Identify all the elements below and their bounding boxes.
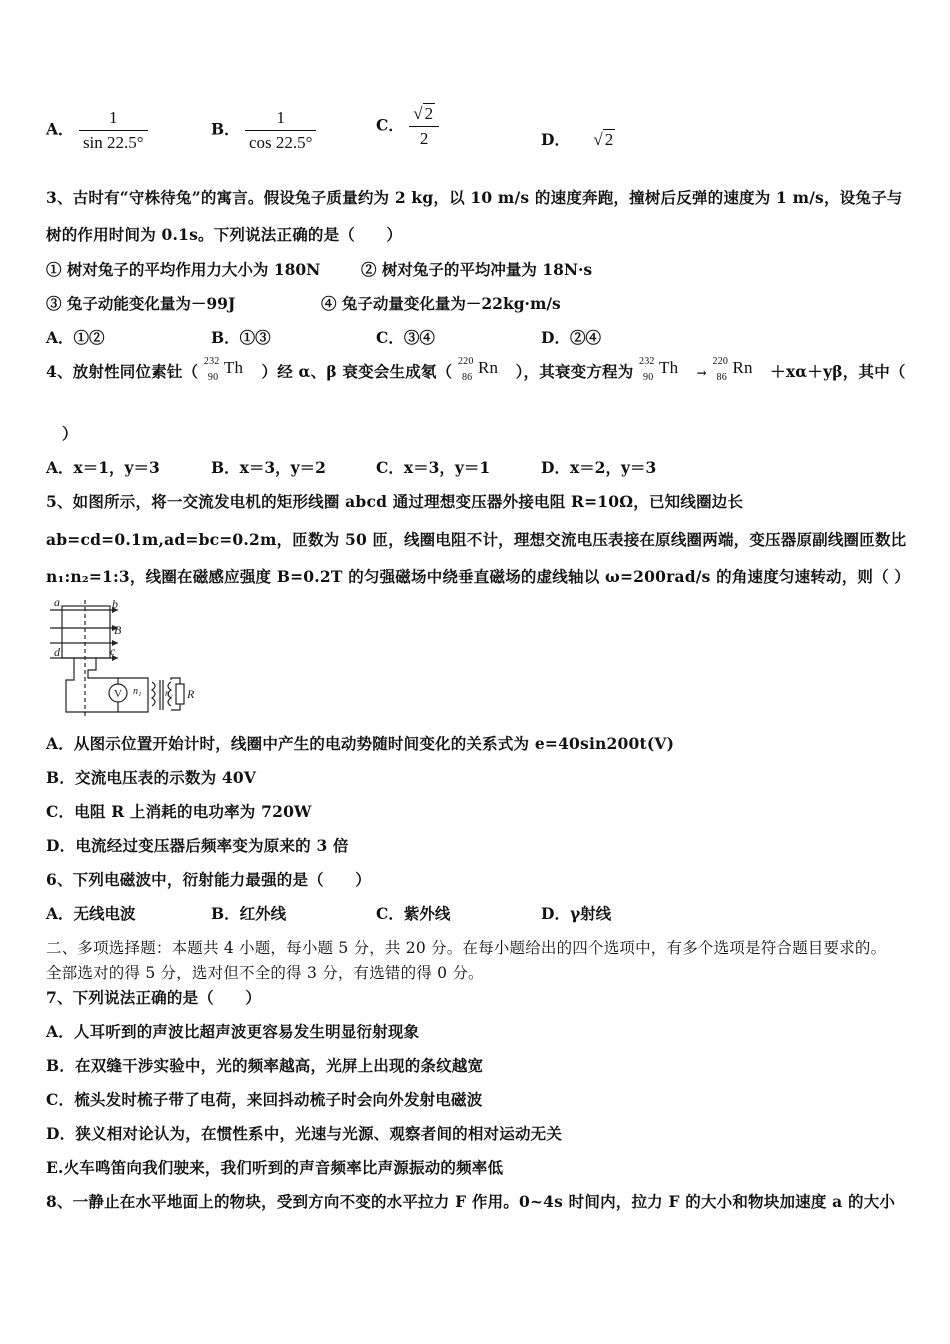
q5-option-a: A．从图示位置开始计时，线圈中产生的电动势随时间变化的关系式为 e=40sin200t(V) bbox=[46, 734, 675, 753]
rn-isotope-1: 220 86 Rn bbox=[457, 356, 499, 383]
q2-option-d: D． √ 2 bbox=[541, 130, 614, 149]
q2-b-den: cos 22.5° bbox=[245, 130, 316, 153]
q6-option-c: C．紫外线 bbox=[376, 904, 451, 923]
q4-part2: ）经 α、β 衰变会生成氡（ bbox=[261, 362, 453, 381]
q3-statement-4: ④ 兔子动量变化量为－22kg·m/s bbox=[321, 294, 561, 313]
q2-c-fraction: $\frac{√ 2}{2}$ bbox=[409, 104, 439, 149]
q2-a-fraction bbox=[79, 108, 148, 153]
q5-stem-line2: ab=cd=0.1m,ad=bc=0.2m，匝数为 50 匝，线圈电阻不计，理想交流电压表接在原线圈两端，变压器原副线圈匝数比 bbox=[46, 530, 907, 549]
generator-circuit-figure bbox=[48, 598, 198, 720]
fig-label-a: a bbox=[54, 598, 60, 609]
q2-option-a bbox=[46, 108, 148, 153]
q3-option-d: D．②④ bbox=[541, 328, 601, 347]
q7-option-e: E.火车鸣笛向我们驶来，我们听到的声音频率比声源振动的频率低 bbox=[46, 1158, 504, 1177]
q3-option-a: A．①② bbox=[46, 328, 105, 347]
q3-statement-2: ② 树对兔子的平均冲量为 18N·s bbox=[361, 260, 593, 279]
q4-option-b: B．x＝3，y＝2 bbox=[211, 458, 326, 477]
q4-stem bbox=[46, 356, 906, 390]
q4-part4: ＋xα＋yβ，其中（ bbox=[770, 362, 906, 381]
q2-b-fraction bbox=[245, 108, 316, 153]
fig-label-B: B bbox=[114, 623, 122, 637]
fig-label-R: R bbox=[187, 687, 195, 701]
q2-a-label: A． bbox=[46, 119, 74, 139]
fig-label-n2: n₂ bbox=[165, 688, 173, 698]
fig-label-d: d bbox=[54, 645, 60, 659]
q7-stem: 7、下列说法正确的是（ ） bbox=[46, 988, 262, 1007]
q2-c-label: C． bbox=[376, 115, 404, 135]
rn-isotope-2: 220 86 Rn bbox=[712, 356, 753, 383]
q2-c-den: 2 bbox=[409, 126, 439, 149]
q2-option-b bbox=[211, 108, 316, 153]
q2-a-num: 1 bbox=[109, 108, 118, 127]
q6-option-d: D．γ射线 bbox=[541, 904, 612, 923]
th-isotope-1: 232 90 Th bbox=[203, 356, 244, 383]
q3-stem-line1: 3、古时有“守株待兔”的寓言。假设兔子质量约为 2 kg，以 10 m/s 的速度奔跑，撞树后反弹的速度为 1 m/s，设兔子与 bbox=[46, 188, 903, 207]
q3-option-c: C．③④ bbox=[376, 328, 435, 347]
q7-option-a: A．人耳听到的声波比超声波更容易发生明显衍射现象 bbox=[46, 1022, 420, 1041]
q4-option-a: A．x＝1，y＝3 bbox=[46, 458, 160, 477]
q5-option-b: B．交流电压表的示数为 40V bbox=[46, 768, 257, 787]
q6-stem: 6、下列电磁波中，衍射能力最强的是（ ） bbox=[46, 870, 371, 889]
q2-d-label: D． bbox=[541, 130, 570, 149]
q5-stem-line3: n₁:n₂=1:3，线圈在磁感应强度 B=0.2T 的匀强磁场中绕垂直磁场的虚线轴以 ω=200rad/s 的角速度匀速转动，则（ ） bbox=[46, 567, 911, 586]
fig-label-b: b bbox=[112, 598, 118, 611]
q7-option-b: B．在双缝干涉实验中，光的频率越高，光屏上出现的条纹越宽 bbox=[46, 1056, 484, 1075]
q6-option-a: A．无线电波 bbox=[46, 904, 136, 923]
fig-label-c: c bbox=[110, 644, 116, 658]
q4-option-c: C．x＝3，y＝1 bbox=[376, 458, 491, 477]
fig-label-n1: n₁ bbox=[133, 686, 142, 697]
q2-b-label: B． bbox=[211, 119, 240, 139]
q3-statement-3: ③ 兔子动能变化量为－99J bbox=[46, 294, 236, 313]
q3-option-b: B．①③ bbox=[211, 328, 271, 347]
q3-stem-line2: 树的作用时间为 0.1s。下列说法正确的是（ ） bbox=[46, 225, 403, 244]
q2-option-c bbox=[376, 104, 439, 149]
q7-option-c: C．梳头发时梳子带了电荷，来回抖动梳子时会向外发射电磁波 bbox=[46, 1090, 483, 1109]
fig-label-V: V bbox=[114, 688, 122, 700]
q4-part1: 4、放射性同位素钍（ bbox=[46, 362, 199, 381]
q4-part3: ），其衰变方程为 bbox=[515, 362, 634, 381]
section2-heading-line2: 全部选对的得 5 分，选对但不全的得 3 分，有选错的得 0 分。 bbox=[46, 964, 484, 982]
q2-d-rad: 2 bbox=[604, 130, 614, 149]
q5-stem-line1: 5、如图所示，将一交流发电机的矩形线圈 abcd 通过理想变压器外接电阻 R=10Ω，已知线圈边长 bbox=[46, 492, 744, 511]
q4-stem-cont: ） bbox=[62, 424, 78, 443]
q2-c-num: 2 bbox=[424, 104, 434, 123]
q4-option-d: D．x＝2，y＝3 bbox=[541, 458, 657, 477]
th-isotope-2: 232 90 Th bbox=[639, 356, 679, 383]
q6-option-b: B．红外线 bbox=[211, 904, 287, 923]
q8-stem-line1: 8、一静止在水平地面上的物块，受到方向不变的水平拉力 F 作用。0~4s 时间内，拉力 F 的大小和物块加速度 a 的大小 bbox=[46, 1192, 896, 1211]
q3-statement-1: ① 树对兔子的平均作用力大小为 180N bbox=[46, 260, 321, 279]
q2-a-den: sin 22.5° bbox=[79, 130, 148, 153]
q2-b-num: 1 bbox=[276, 108, 285, 127]
arrow-icon: → bbox=[696, 366, 707, 380]
section2-heading-line1: 二、多项选择题：本题共 4 小题，每小题 5 分，共 20 分。在每小题给出的四个选项中，有多个选项是符合题目要求的。 bbox=[46, 939, 887, 957]
q5-option-c: C．电阻 R 上消耗的电功率为 720W bbox=[46, 802, 312, 821]
q5-option-d: D．电流经过变压器后频率变为原来的 3 倍 bbox=[46, 836, 349, 855]
q7-option-d: D．狭义相对论认为，在惯性系中，光速与光源、观察者间的相对运动无关 bbox=[46, 1124, 563, 1143]
